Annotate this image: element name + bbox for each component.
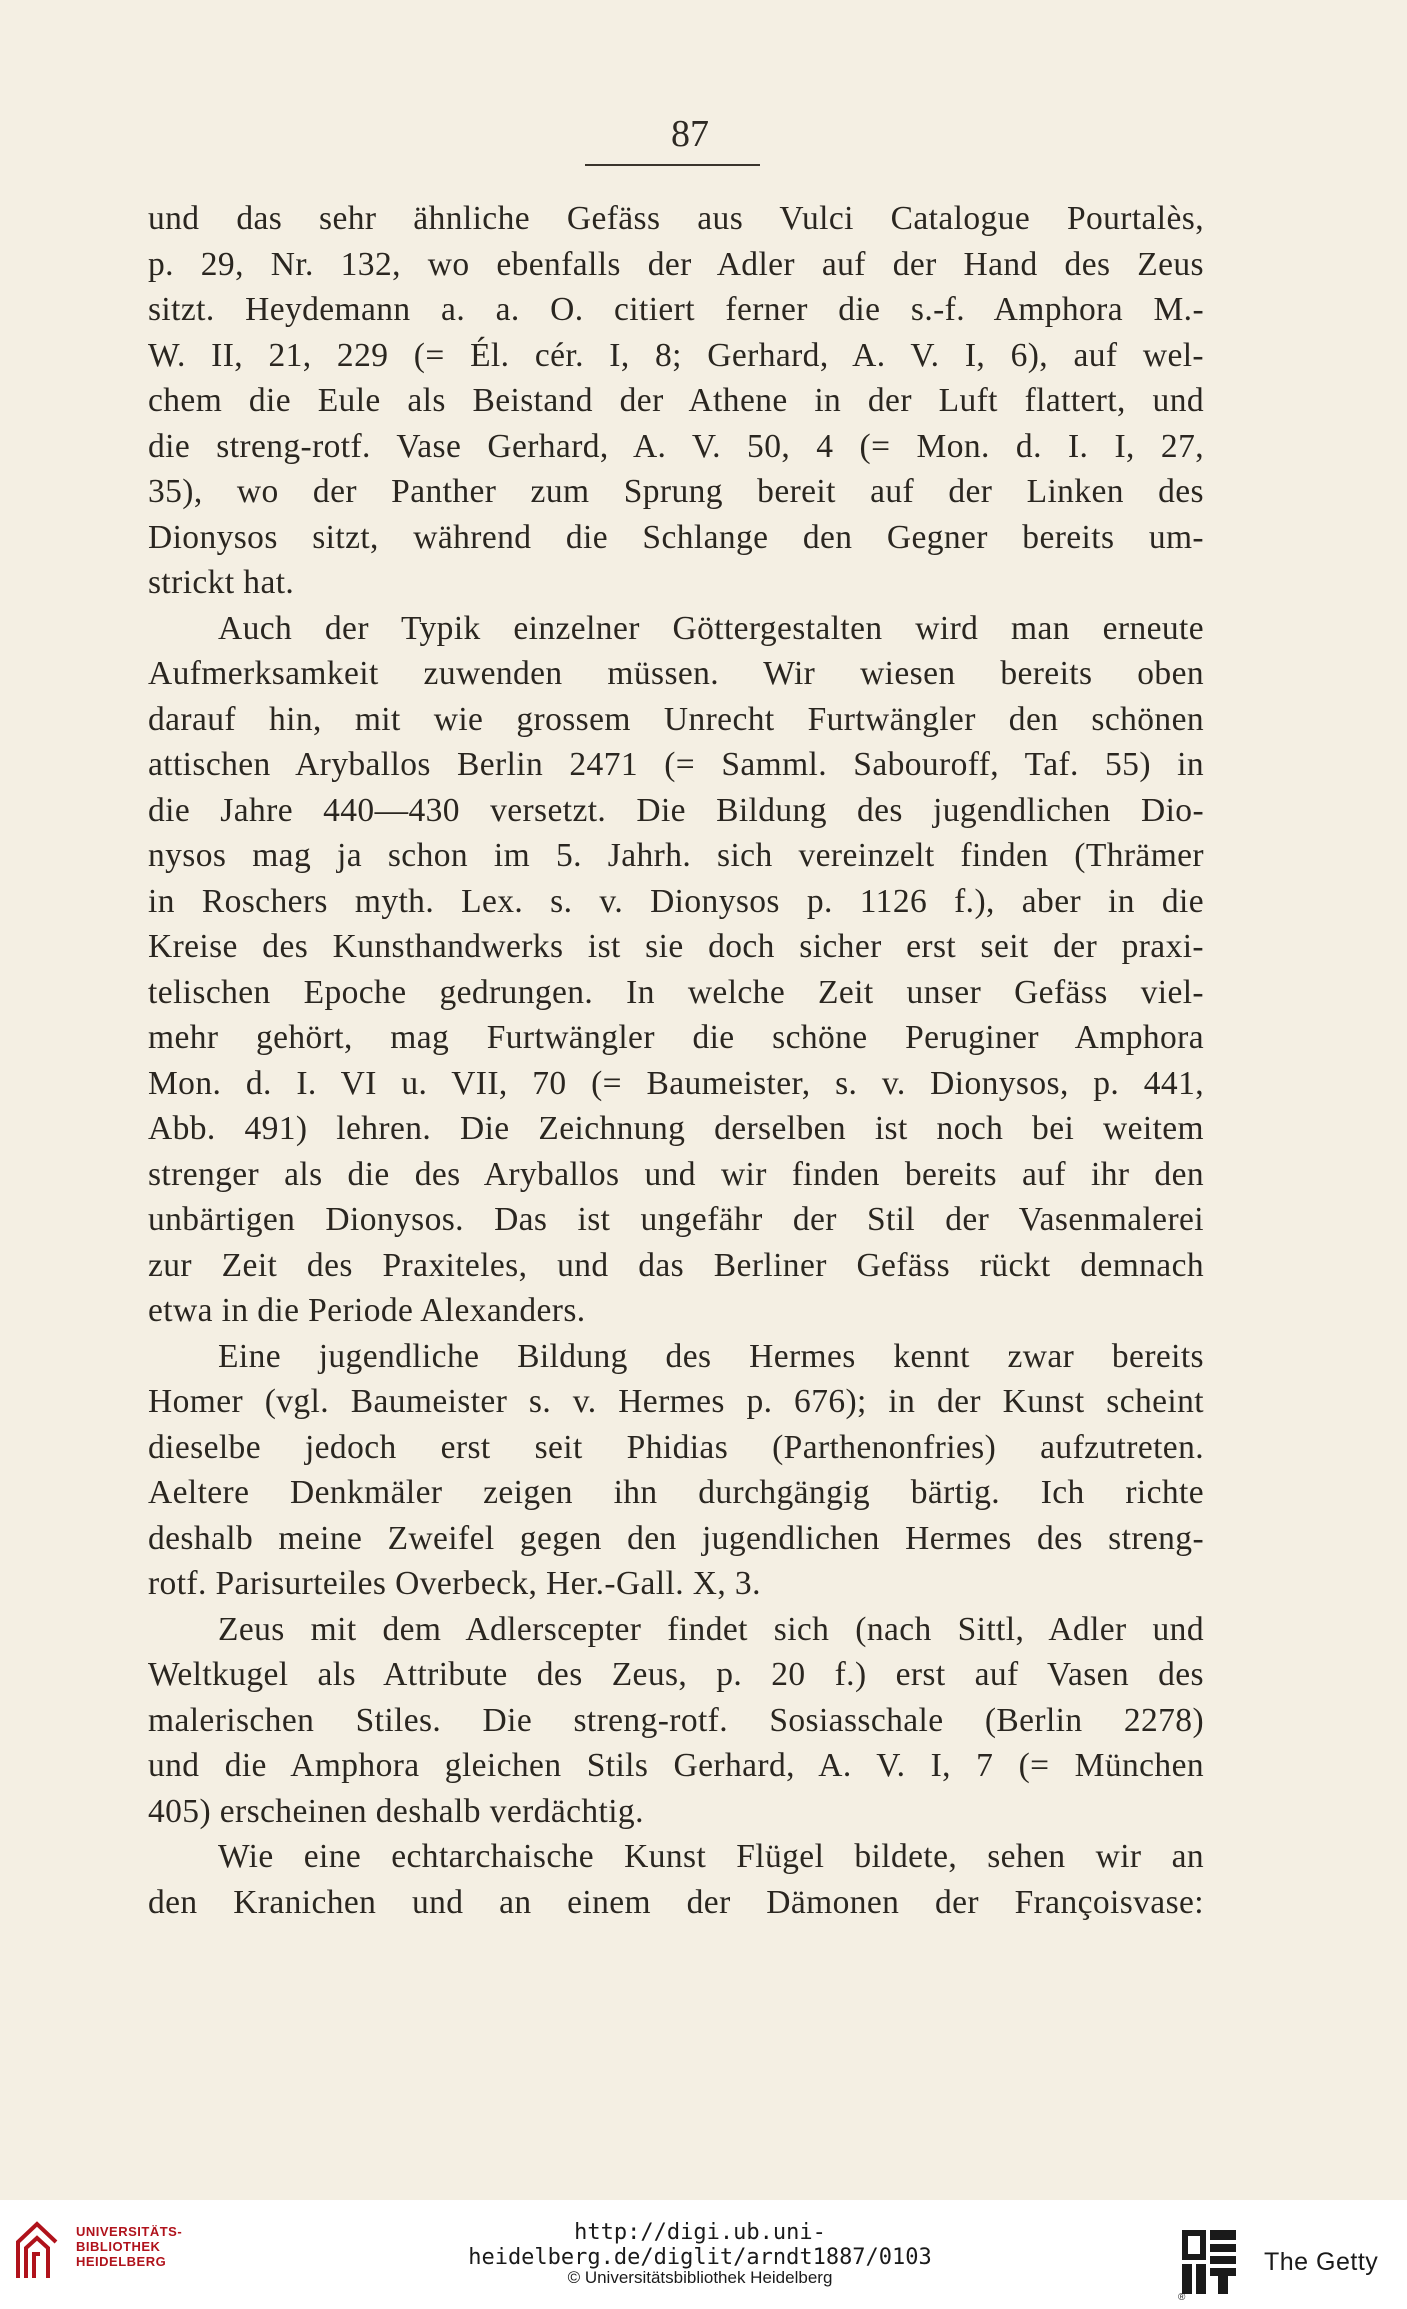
paragraph [148, 196, 1204, 606]
text-line: attischen Aryballos Berlin 2471 (= Samml. Sabouroff, Taf. 55) in [148, 746, 1204, 783]
text-line: W. II, 21, 229 (= Él. cér. I, 8; Gerhard, A. V. I, 6), auf wel- [148, 336, 1204, 374]
text-line: den Kranichen und an einem der Dämonen der Françoisvase: [148, 1883, 1204, 1921]
text-line: Auch der Typik einzelner Göttergestalten wird man erneute [218, 609, 1204, 647]
text-line: malerischen Stiles. Die streng-rotf. Sosiasschale (Berlin 2278) [148, 1701, 1204, 1739]
page-number: 87 [671, 113, 709, 155]
text-line: Homer (vgl. Baumeister s. v. Hermes p. 676); in der Kunst scheint [148, 1383, 1204, 1420]
registered-mark: ® [1178, 2292, 1186, 2303]
text-line: strickt hat. [148, 564, 295, 601]
text-line: die Jahre 440—430 versetzt. Die Bildung des jugendlichen Dio- [148, 791, 1204, 829]
text-line: Wie eine echtarchaische Kunst Flügel bildete, sehen wir an [218, 1838, 1204, 1875]
university-library-name: UNIVERSITÄTS- BIBLIOTHEK HEIDELBERG [76, 2224, 183, 2269]
text-line: unbärtigen Dionysos. Das ist ungefähr der Stil der Vasenmalerei [148, 1201, 1204, 1238]
paragraph [148, 1834, 1204, 1925]
text-line: etwa in die Periode Alexanders. [148, 1292, 586, 1329]
text-line: Aeltere Denkmäler zeigen ihn durchgängig bärtig. Ich richte [148, 1474, 1204, 1511]
text-line: Abb. 491) lehren. Die Zeichnung derselben ist noch bei weitem [148, 1110, 1204, 1147]
paragraph [148, 606, 1204, 1334]
text-line: 405) erscheinen deshalb verdächtig. [148, 1792, 644, 1830]
text-line: strenger als die des Aryballos und wir finden bereits auf ihr den [148, 1155, 1204, 1193]
text-line: Eine jugendliche Bildung des Hermes kennt zwar bereits [218, 1337, 1204, 1375]
text-line: sitzt. Heydemann a. a. O. citiert ferner die s.-f. Amphora M.- [148, 291, 1204, 328]
university-library-logo-icon [14, 2220, 60, 2282]
text-line: Aufmerksamkeit zuwenden müssen. Wir wiesen bereits oben [148, 655, 1204, 692]
text-line: nysos mag ja schon im 5. Jahrh. sich vereinzelt finden (Thrämer [148, 837, 1204, 874]
text-line: und die Amphora gleichen Stils Gerhard, A. V. I, 7 (= München [148, 1747, 1204, 1784]
text-line: p. 29, Nr. 132, wo ebenfalls der Adler auf der Hand des Zeus [148, 245, 1204, 283]
text-line: 35), wo der Panther zum Sprung bereit auf der Linken des [148, 473, 1204, 510]
header-rule [585, 164, 760, 166]
text-line: darauf hin, mit wie grossem Unrecht Furtwängler den schönen [148, 700, 1204, 738]
paragraph [148, 1334, 1204, 1607]
text-line: dieselbe jedoch erst seit Phidias (Parthenonfries) aufzutreten. [148, 1428, 1204, 1466]
text-line: Kreise des Kunsthandwerks ist sie doch sicher erst seit der praxi- [148, 928, 1204, 965]
text-line: Dionysos sitzt, während die Schlange den Gegner bereits um- [148, 518, 1204, 556]
document-url[interactable]: http://digi.ub.uni-heidelberg.de/diglit/arndt1887/0103 [468, 2220, 932, 2270]
copyright-notice: © Universitätsbibliothek Heidelberg [567, 2268, 833, 2287]
text-line: chem die Eule als Beistand der Athene in der Luft flattert, und [148, 382, 1204, 419]
text-line: rotf. Parisurteiles Overbeck, Her.-Gall. X, 3. [148, 1565, 761, 1602]
text-line: telischen Epoche gedrungen. In welche Zeit unser Gefäss viel- [148, 973, 1204, 1011]
text-line: deshalb meine Zweifel gegen den jugendlichen Hermes des streng- [148, 1519, 1204, 1557]
text-line: Weltkugel als Attribute des Zeus, p. 20 f.) erst auf Vasen des [148, 1656, 1204, 1693]
text-line: Mon. d. I. VI u. VII, 70 (= Baumeister, s. v. Dionysos, p. 441, [148, 1064, 1204, 1102]
text-line: Zeus mit dem Adlerscepter findet sich (nach Sittl, Adler und [218, 1610, 1204, 1648]
getty-sponsor-name: The Getty [1264, 2248, 1379, 2276]
text-line: in Roschers myth. Lex. s. v. Dionysos p. 1126 f.), aber in die [148, 882, 1204, 920]
paragraph [148, 1607, 1204, 1835]
getty-logo-icon [1180, 2228, 1238, 2296]
text-line: und das sehr ähnliche Gefäss aus Vulci Catalogue Pourtalès, [148, 200, 1204, 237]
text-line: die streng-rotf. Vase Gerhard, A. V. 50, 4 (= Mon. d. I. I, 27, [148, 427, 1204, 465]
text-line: zur Zeit des Praxiteles, und das Berliner Gefäss rückt demnach [148, 1246, 1204, 1284]
body-text [148, 196, 1204, 1925]
text-line: mehr gehört, mag Furtwängler die schöne Peruginer Amphora [148, 1019, 1204, 1056]
footer-bar [0, 2200, 1407, 2309]
